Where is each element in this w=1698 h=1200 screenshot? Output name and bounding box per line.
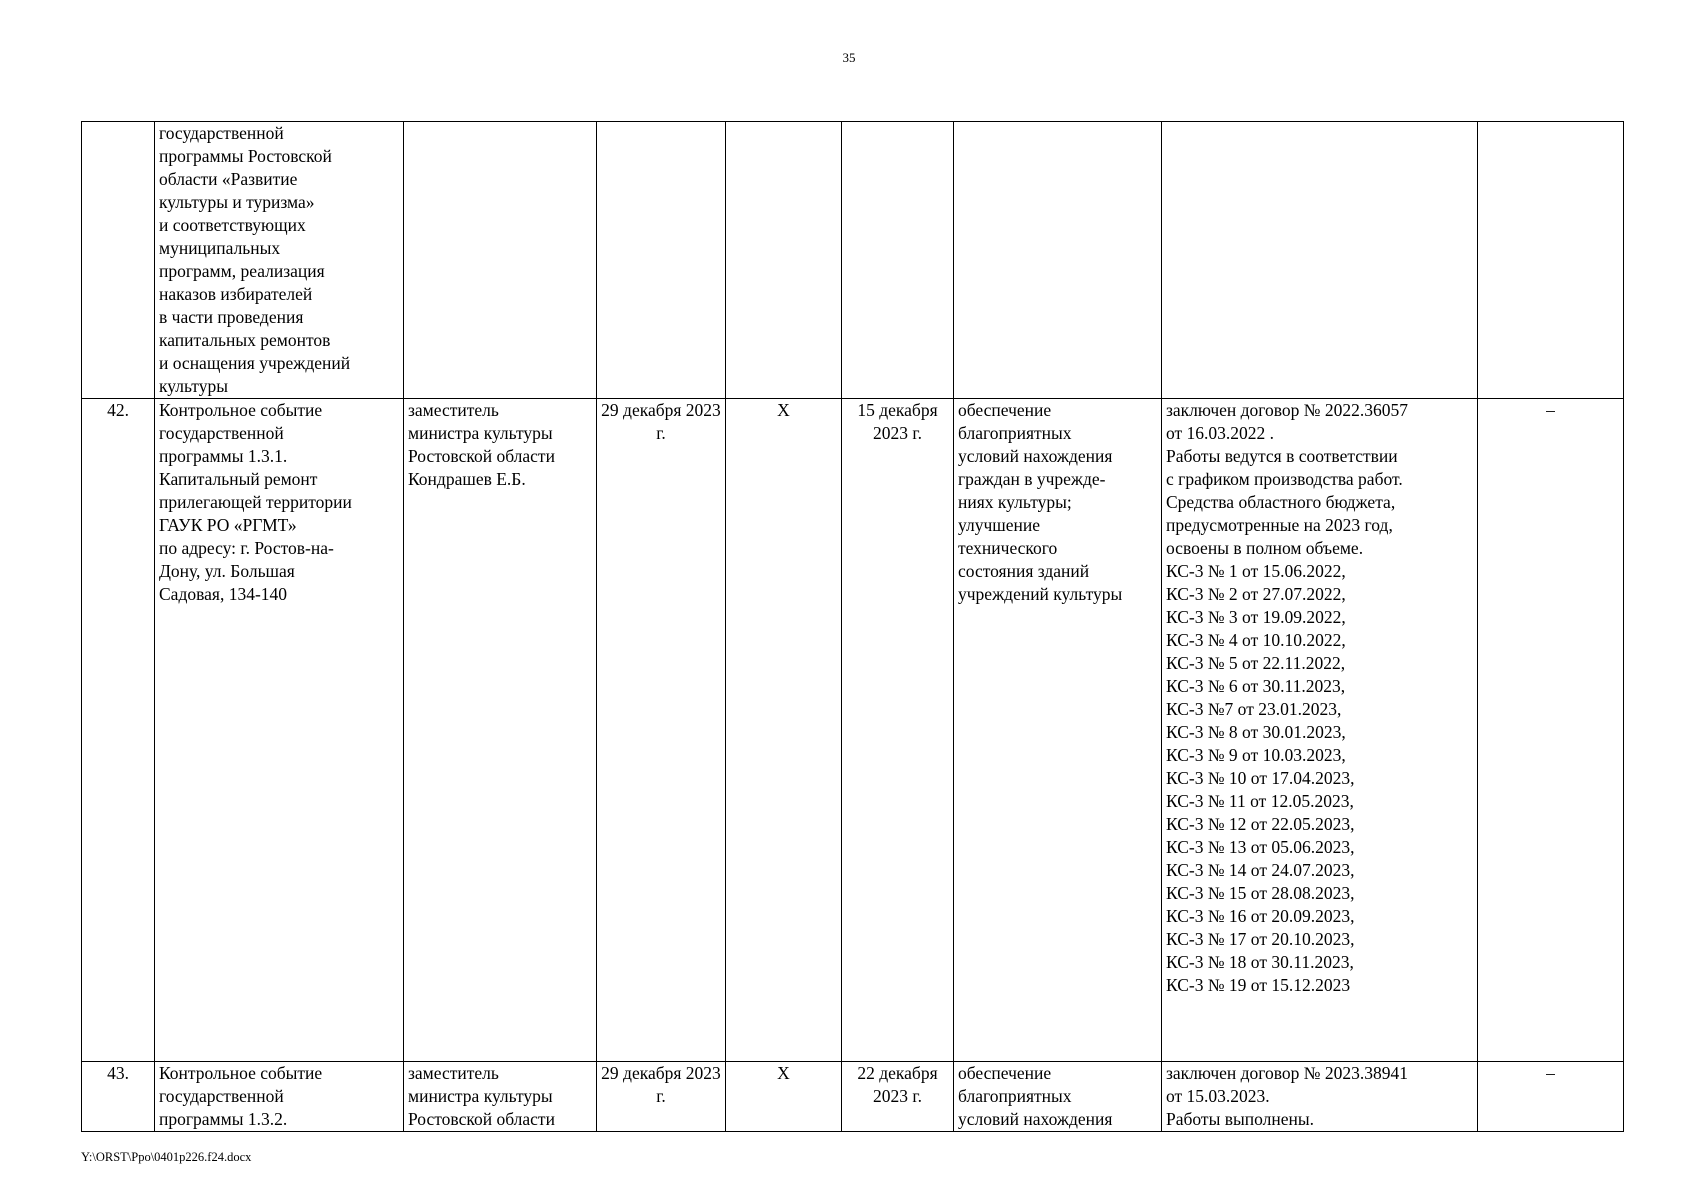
plan-date: 29 декабря 2023 г. [601, 1063, 721, 1106]
info-line: КС-3 № 19 от 15.12.2023 [1166, 975, 1351, 995]
cell-result [954, 1062, 1162, 1132]
info-line: КС-3 № 17 от 20.10.2023, [1166, 929, 1355, 949]
cell-responsible [404, 399, 597, 1062]
info-line: КС-3 № 9 от 10.03.2023, [1166, 745, 1346, 765]
row-number: 42. [107, 400, 129, 420]
result-line: граждан в учрежде- [958, 469, 1106, 489]
result-line: учреждений культуры [958, 584, 1123, 604]
info-line: с графиком производства работ. [1166, 469, 1403, 489]
result-line: улучшение [958, 515, 1041, 535]
column-5-value: Х [777, 400, 790, 420]
info-line: КС-3 № 11 от 12.05.2023, [1166, 791, 1354, 811]
info-line: КС-3 № 2 от 27.07.2022, [1166, 584, 1346, 604]
event-title-line: Контрольное событие [159, 1063, 323, 1083]
cell-column-5 [726, 122, 842, 399]
event-title-line: Садовая, 134-140 [159, 584, 288, 604]
result-line: состояния зданий [958, 561, 1090, 581]
cell-last [1478, 1062, 1624, 1132]
info-line: освоены в полном объеме. [1166, 538, 1364, 558]
event-title-line: в части проведения [159, 307, 304, 327]
responsible-line: заместитель [408, 1063, 499, 1083]
cell-row-number [82, 1062, 155, 1132]
cell-last [1478, 122, 1624, 399]
result-line: ниях культуры; [958, 492, 1072, 512]
event-title-line: программы Ростовской [159, 146, 332, 166]
cell-event-title [155, 1062, 404, 1132]
column-5-value: Х [777, 1063, 790, 1083]
event-title-line: культуры и туризма» [159, 192, 315, 212]
fact-date: 22 декабря 2023 г. [857, 1063, 938, 1106]
row-number: 43. [107, 1063, 129, 1083]
result-line: благоприятных [958, 1086, 1072, 1106]
info-line: КС-3 № 6 от 30.11.2023, [1166, 676, 1346, 696]
cell-row-number [82, 399, 155, 1062]
event-title-line: Дону, ул. Большая [159, 561, 295, 581]
report-table [81, 121, 1624, 1132]
table-body [82, 122, 1624, 1132]
event-title-line: по адресу: г. Ростов-на- [159, 538, 334, 558]
cell-event-title [155, 122, 404, 399]
cell-info [1162, 399, 1478, 1062]
cell-responsible [404, 1062, 597, 1132]
result-line: обеспечение [958, 400, 1052, 420]
event-title-line: капитальных ремонтов [159, 330, 331, 350]
cell-last [1478, 399, 1624, 1062]
info-line: заключен договор № 2023.38941 [1166, 1063, 1408, 1083]
info-line: КС-3 № 13 от 05.06.2023, [1166, 837, 1355, 857]
event-title-line: прилегающей территории [159, 492, 352, 512]
event-title-line: государственной [159, 423, 284, 443]
responsible-line: Ростовской области [408, 1109, 555, 1129]
result-line: условий нахождения [958, 1109, 1113, 1129]
info-line: КС-3 № 14 от 24.07.2023, [1166, 860, 1355, 880]
footer-file-path: Y:\ORST\Ppo\0401p226.f24.docx [81, 1150, 252, 1164]
event-title-line: государственной [159, 123, 284, 143]
responsible-line: министра культуры [408, 1086, 553, 1106]
event-title-line: программы 1.3.1. [159, 446, 288, 466]
info-line: заключен договор № 2022.36057 [1166, 400, 1408, 420]
event-title-line: области «Развитие [159, 169, 298, 189]
event-title-line: программ, реализация [159, 261, 325, 281]
info-line: от 15.03.2023. [1166, 1086, 1270, 1106]
event-title-line: и оснащения учреждений [159, 353, 351, 373]
cell-fact-date [842, 122, 954, 399]
result-line: обеспечение [958, 1063, 1052, 1083]
fact-date: 15 декабря 2023 г. [857, 400, 938, 443]
event-title-line: культуры [159, 376, 228, 396]
cell-event-title [155, 399, 404, 1062]
event-title-line: Капитальный ремонт [159, 469, 318, 489]
table-row [82, 399, 1624, 1062]
cell-responsible [404, 122, 597, 399]
cell-column-5 [726, 1062, 842, 1132]
info-line: КС-3 № 1 от 15.06.2022, [1166, 561, 1346, 581]
table-row [82, 1062, 1624, 1132]
last-value: – [1546, 1063, 1555, 1083]
info-line: Работы выполнены. [1166, 1109, 1314, 1129]
info-line: КС-3 № 3 от 19.09.2022, [1166, 607, 1346, 627]
event-title-line: программы 1.3.2. [159, 1109, 288, 1129]
info-line: КС-3 № 15 от 28.08.2023, [1166, 883, 1355, 903]
event-title-line: государственной [159, 1086, 284, 1106]
cell-plan-date [597, 1062, 726, 1132]
cell-plan-date [597, 122, 726, 399]
info-line: КС-3 № 12 от 22.05.2023, [1166, 814, 1355, 834]
info-line: КС-3 № 8 от 30.01.2023, [1166, 722, 1346, 742]
responsible-line: Ростовской области [408, 446, 555, 466]
info-line: Работы ведутся в соответствии [1166, 446, 1398, 466]
result-line: технического [958, 538, 1058, 558]
result-line: благоприятных [958, 423, 1072, 443]
event-title-line: муниципальных [159, 238, 281, 258]
responsible-line: Кондрашев Е.Б. [408, 469, 526, 489]
info-line: КС-3 № 10 от 17.04.2023, [1166, 768, 1355, 788]
cell-result [954, 122, 1162, 399]
cell-column-5 [726, 399, 842, 1062]
cell-info [1162, 1062, 1478, 1132]
plan-date: 29 декабря 2023 г. [601, 400, 721, 443]
cell-plan-date [597, 399, 726, 1062]
last-value: – [1546, 400, 1555, 420]
event-title-line: Контрольное событие [159, 400, 323, 420]
info-line: КС-3 №7 от 23.01.2023, [1166, 699, 1342, 719]
info-line: Средства областного бюджета, [1166, 492, 1396, 512]
info-line: КС-3 № 5 от 22.11.2022, [1166, 653, 1346, 673]
event-title-line: и соответствующих [159, 215, 306, 235]
info-line: предусмотренные на 2023 год, [1166, 515, 1393, 535]
responsible-line: заместитель [408, 400, 499, 420]
cell-row-number [82, 122, 155, 399]
responsible-line: министра культуры [408, 423, 553, 443]
result-line: условий нахождения [958, 446, 1113, 466]
event-title-line: ГАУК РО «РГМТ» [159, 515, 297, 535]
table-row [82, 122, 1624, 399]
page-number: 35 [842, 50, 856, 65]
info-line: КС-3 № 16 от 20.09.2023, [1166, 906, 1355, 926]
info-line: КС-3 № 18 от 30.11.2023, [1166, 952, 1354, 972]
cell-fact-date [842, 1062, 954, 1132]
event-title-line: наказов избирателей [159, 284, 313, 304]
cell-fact-date [842, 399, 954, 1062]
cell-result [954, 399, 1162, 1062]
info-line: от 16.03.2022 . [1166, 423, 1275, 443]
cell-info [1162, 122, 1478, 399]
info-line: КС-3 № 4 от 10.10.2022, [1166, 630, 1346, 650]
